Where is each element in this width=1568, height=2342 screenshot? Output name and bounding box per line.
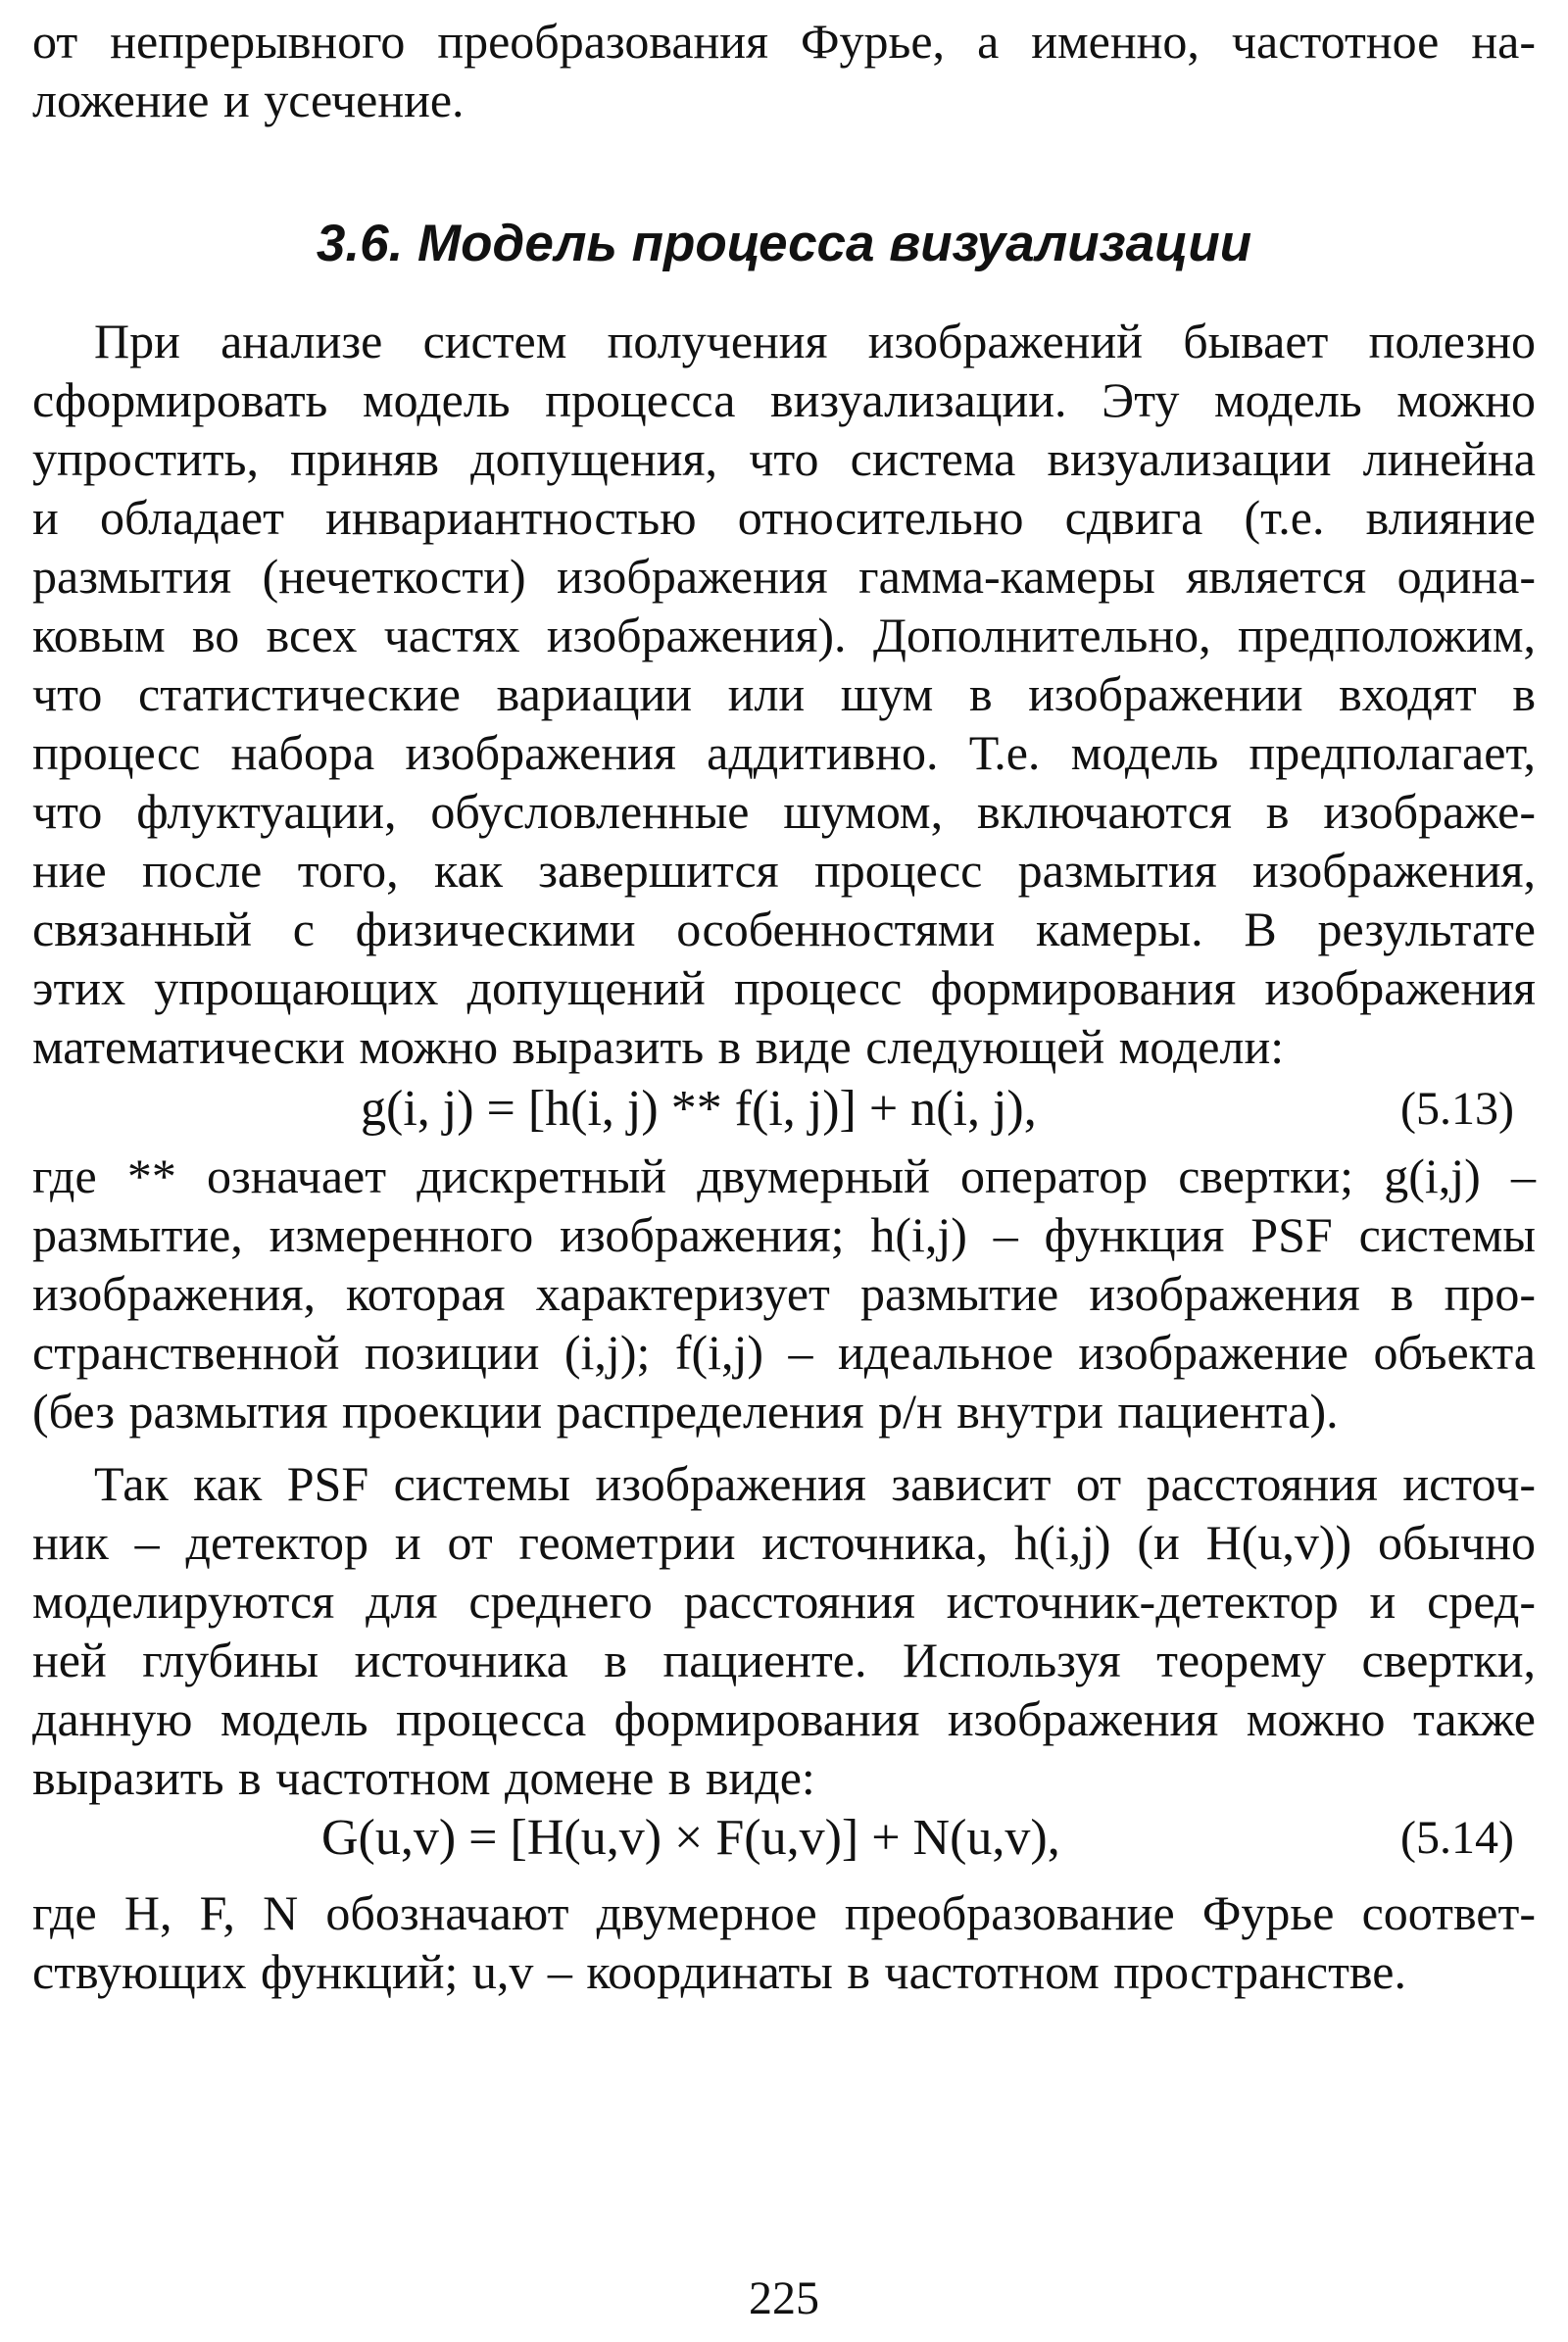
text-line: ние после того, как завершится процесс размытия изображения,: [32, 843, 1536, 898]
text-line: ник – детектор и от геометрии источника, h(i,j) (и H(u,v)) обычно: [32, 1515, 1536, 1570]
text-line: ней глубины источника в пациенте. Используя теорему свертки,: [32, 1633, 1536, 1687]
text-line: где ** означает дискретный двумерный оператор свертки; g(i,j) –: [32, 1148, 1536, 1203]
text-line: странственной позиции (i,j); f(i,j) – идеальное изображение объекта: [32, 1325, 1536, 1380]
text-line: Так как PSF системы изображения зависит от расстояния источ-: [94, 1456, 1536, 1511]
text-line: размытие, измеренного изображения; h(i,j) – функция PSF системы: [32, 1207, 1536, 1262]
text-line: упростить, приняв допущения, что система визуализации линейна: [32, 431, 1536, 486]
text-line: ковым во всех частях изображения). Дополнительно, предположим,: [32, 608, 1536, 662]
paragraph-frequency-domain: [32, 1454, 1536, 1807]
text-line: и обладает инвариантностью относительно сдвига (т.е. влияние: [32, 490, 1536, 545]
paragraph-definitions: [32, 1147, 1536, 1440]
text-line: данную модель процесса формирования изображения можно также: [32, 1691, 1536, 1746]
formula-number: (5.14): [1400, 1812, 1514, 1864]
text-line: процесс набора изображения аддитивно. Т.е. модель предполагает,: [32, 725, 1536, 780]
text-line: сформировать модель процесса визуализации. Эту модель можно: [32, 372, 1536, 427]
text-line: связанный с физическими особенностями камеры. В результате: [32, 902, 1536, 956]
text-line: математически можно выразить в виде следующей модели:: [32, 1019, 1285, 1074]
text-line: где H, F, N обозначают двумерное преобразование Фурье соответ-: [32, 1885, 1536, 1940]
text-line: ложение и усечение.: [32, 73, 465, 127]
text-line: что флуктуации, обусловленные шумом, включаются в изображе-: [32, 784, 1536, 839]
paragraph-imaging-model: [32, 312, 1536, 1076]
document-page: [32, 0, 1536, 2342]
formula-5-13: [32, 1076, 1536, 1149]
formula-5-14: [32, 1805, 1536, 1878]
section-heading: 3.6. Модель процесса визуализации: [316, 215, 1252, 272]
text-line: (без размытия проекции распределения р/н внутри пациента).: [32, 1384, 1339, 1439]
formula-expression: G(u,v) = [H(u,v) × F(u,v)] + N(u,v),: [321, 1810, 1060, 1866]
text-line: размытия (нечеткости) изображения гамма-камеры является одина-: [32, 549, 1536, 604]
formula-expression: g(i, j) = [h(i, j) ** f(i, j)] + n(i, j),: [361, 1081, 1037, 1137]
text-line: изображения, которая характеризует размытие изображения в про-: [32, 1266, 1536, 1321]
text-line: что статистические вариации или шум в изображении входят в: [32, 666, 1536, 721]
paragraph-notation: [32, 1883, 1536, 2001]
top-paragraph: [32, 12, 1536, 129]
text-line: ствующих функций; u,v – координаты в частотном пространстве.: [32, 1944, 1406, 1999]
text-line: моделируются для среднего расстояния источник-детектор и сред-: [32, 1574, 1536, 1629]
page-number: 225: [749, 2272, 819, 2324]
text-line: от непрерывного преобразования Фурье, а именно, частотное на-: [32, 14, 1536, 69]
text-line: При анализе систем получения изображений бывает полезно: [94, 314, 1536, 368]
text-line: этих упрощающих допущений процесс формирования изображения: [32, 960, 1536, 1015]
formula-number: (5.13): [1400, 1083, 1514, 1135]
text-line: выразить в частотном домене в виде:: [32, 1750, 815, 1805]
